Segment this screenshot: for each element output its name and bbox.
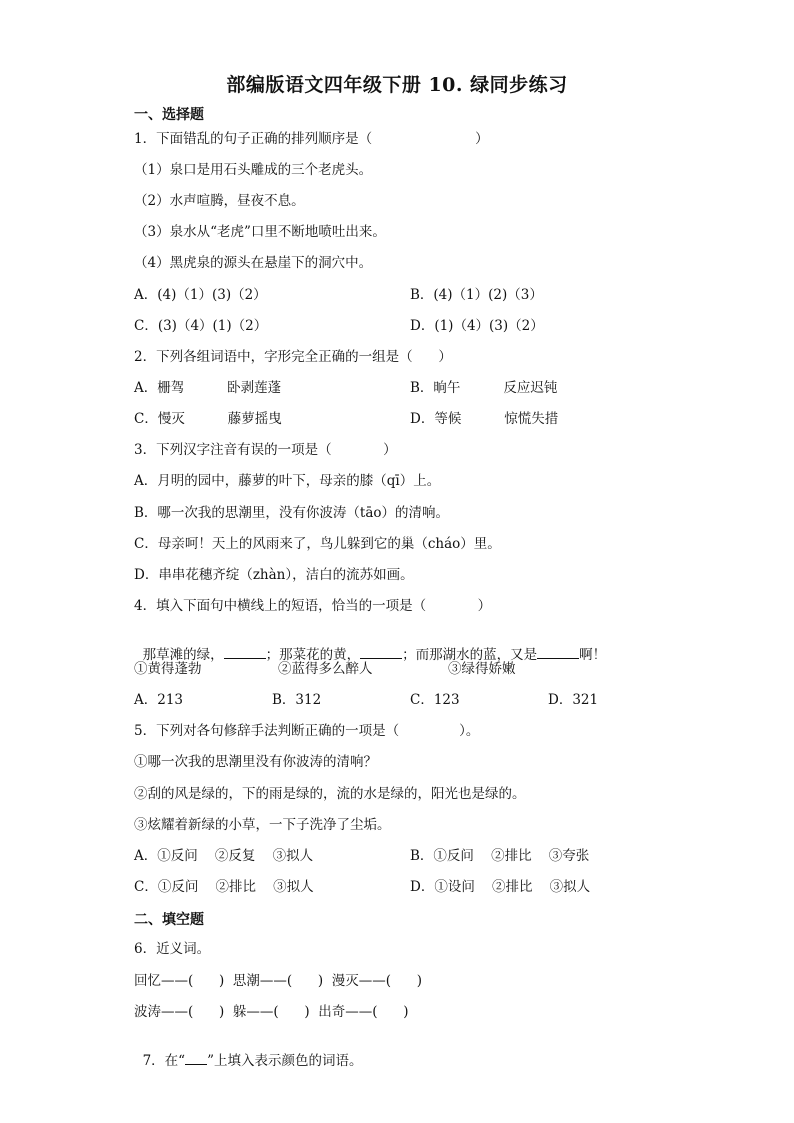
question-1-sentence-1: （1）泉口是用石头雕成的三个老虎头。: [134, 162, 373, 178]
question-7-stem-part-a: 7．在“: [142, 1053, 186, 1069]
question-1-option-b: B．(4)（1）(2)（3）: [410, 287, 543, 303]
question-5-sentence-2: ②刮的风是绿的，下的雨是绿的，流的水是绿的，阳光也是绿的。: [134, 786, 526, 802]
page-title: 部编版语文四年级下册 10. 绿同步练习: [226, 74, 568, 96]
question-6-stem: 6．近义词。: [134, 941, 211, 957]
question-1-option-d: D．(1)（4）(3)（2）: [410, 318, 544, 334]
question-2-stem: 2．下列各组词语中，字形完全正确的一组是（ ）: [134, 349, 452, 365]
question-5-option-a: A．①反问 ②反复 ③拟人: [134, 848, 314, 864]
question-1-sentence-3: （3）泉水从“老虎”口里不断地喷吐出来。: [134, 224, 386, 240]
question-2-option-a: A．栅驾 卧剥莲蓬: [134, 380, 282, 396]
question-7-stem-part-b: ”上填入表示颜色的词语。: [207, 1053, 363, 1069]
question-5-sentence-3: ③炫耀着新绿的小草，一下子洗净了尘垢。: [134, 817, 391, 833]
question-5-option-b: B．①反问 ②排比 ③夸张: [410, 848, 590, 864]
question-5-option-d: D．①设问 ②排比 ③拟人: [410, 879, 591, 895]
question-6-row-1: 回忆——( ) 思潮——( ) 漫灭——( ): [134, 973, 423, 989]
answer-blank[interactable]: [224, 646, 266, 659]
question-5-sentence-1: ①哪一次我的思潮里没有你波涛的清响？: [134, 754, 377, 770]
question-5-option-c: C．①反问 ②排比 ③拟人: [134, 879, 314, 895]
question-4-sentence-part-c: ；而那湖水的蓝，又是: [402, 647, 538, 663]
question-4-phrase-1: ①黄得蓬勃: [134, 661, 202, 677]
question-2-option-d: D．等候 惊慌失措: [410, 411, 559, 427]
question-3-stem: 3．下列汉字注音有误的一项是（ ）: [134, 442, 397, 458]
question-3-option-d: D．串串花穗齐绽（zhàn），洁白的流苏如画。: [134, 567, 414, 583]
question-1-option-c: C．(3)（4）(1)（2）: [134, 318, 268, 334]
answer-blank[interactable]: [537, 646, 579, 659]
question-6-row-2: 波涛——( ) 躲——( ) 出奇——( ): [134, 1004, 409, 1020]
section-heading-fill-in: 二、填空题: [134, 912, 204, 928]
question-4-option-c: C．123: [410, 692, 460, 708]
question-1-option-a: A．(4)（1）(3)（2）: [134, 287, 267, 303]
question-4-sentence-part-a: 那草滩的绿，: [142, 647, 224, 663]
question-4-phrase-2: ②蓝得多么醉人: [278, 661, 373, 677]
question-4-option-d: D．321: [548, 692, 599, 708]
question-3-option-b: B．哪一次我的思潮里，没有你波涛（tāo）的清响。: [134, 505, 450, 521]
question-4-stem: 4．填入下面句中横线上的短语，恰当的一项是（ ）: [134, 598, 492, 614]
question-4-sentence: [134, 628, 606, 664]
question-4-phrase-3: ③绿得娇嫩: [448, 661, 516, 677]
question-5-stem: 5．下列对各句修辞手法判断正确的一项是（ ）。: [134, 723, 480, 739]
answer-blank: [185, 1052, 207, 1065]
question-7-stem: [134, 1034, 363, 1070]
question-1-sentence-2: （2）水声喧腾，昼夜不息。: [134, 193, 305, 209]
question-3-option-c: C．母亲呵！天上的风雨来了，鸟儿躲到它的巢（cháo）里。: [134, 536, 501, 552]
question-4-option-a: A．213: [134, 692, 184, 708]
question-3-option-a: A．月明的园中，藤萝的叶下，母亲的膝（qī）上。: [134, 473, 441, 489]
question-1-sentence-4: （4）黑虎泉的源头在悬崖下的洞穴中。: [134, 255, 373, 271]
question-4-sentence-part-d: 啊！: [579, 647, 607, 663]
question-2-option-c: C．慢灭 藤萝摇曳: [134, 411, 282, 427]
question-4-sentence-part-b: ；那菜花的黄，: [265, 647, 361, 663]
answer-blank[interactable]: [360, 646, 402, 659]
question-4-option-b: B．312: [272, 692, 322, 708]
question-2-option-b: B．晌午 反应迟钝: [410, 380, 558, 396]
question-1-stem: 1．下面错乱的句子正确的排列顺序是（ ）: [134, 131, 489, 147]
section-heading-choice: 一、选择题: [134, 107, 204, 123]
